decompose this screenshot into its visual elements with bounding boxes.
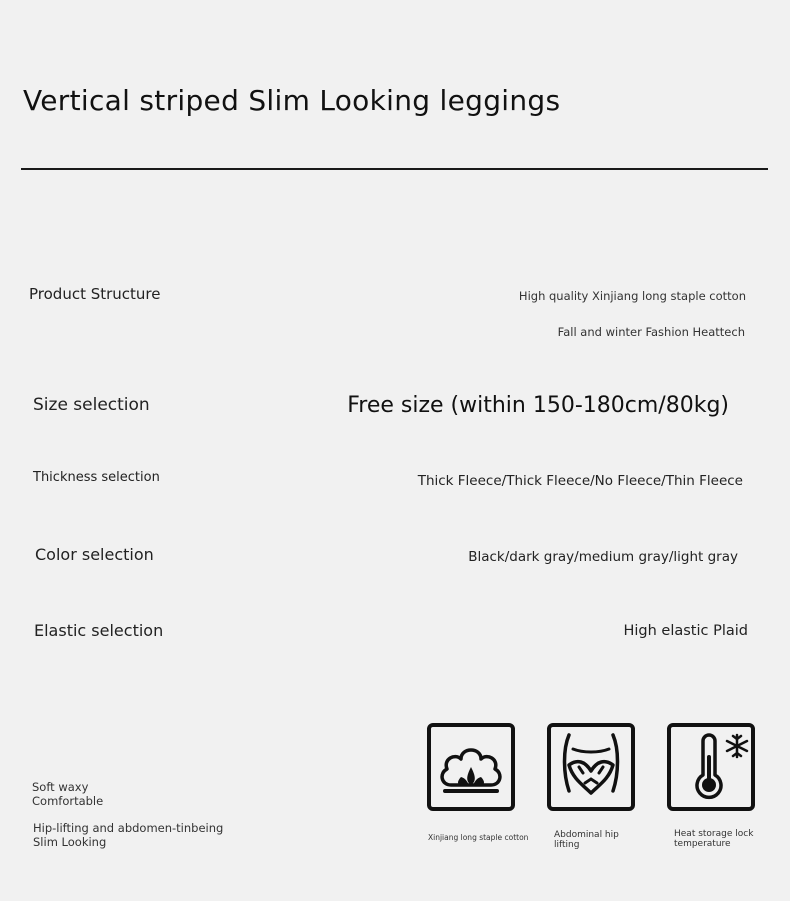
size-label: Size selection [33,395,150,415]
cotton-caption: Xinjiang long staple cotton [428,833,529,842]
elastic-value: High elastic Plaid [623,623,748,639]
feature-comfortable: Comfortable [32,794,104,808]
feature-soft: Soft waxy [32,780,89,794]
color-label: Color selection [35,545,154,564]
cotton-icon [427,723,515,811]
hip-icon [547,723,635,811]
size-value: Free size (within 150-180cm/80kg) [347,393,729,418]
feature-hip-lifting: Hip-lifting and abdomen-tinbeing [33,821,224,835]
thermometer-icon [667,723,755,811]
structure-line-2: Fall and winter Fashion Heattech [557,325,745,339]
color-value: Black/dark gray/medium gray/light gray [468,549,738,565]
thickness-value: Thick Fleece/Thick Fleece/No Fleece/Thin Fleece [417,473,743,489]
title-divider [21,168,768,170]
structure-line-1: High quality Xinjiang long staple cotton [518,289,746,303]
feature-slim: Slim Looking [33,835,107,849]
page-title: Vertical striped Slim Looking leggings [23,84,561,117]
structure-label: Product Structure [29,285,161,303]
elastic-label: Elastic selection [34,621,164,640]
hip-caption: Abdominal hip lifting [554,830,619,850]
thermometer-caption: Heat storage lock temperature [674,829,754,849]
thickness-label: Thickness selection [33,470,160,485]
